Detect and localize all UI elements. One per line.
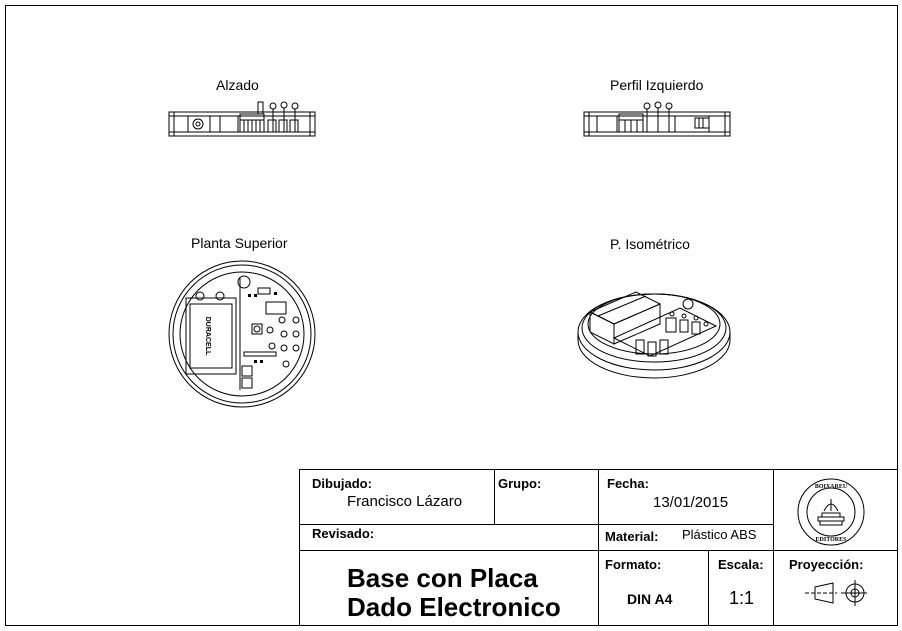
formato-value: DIN A4	[627, 591, 673, 607]
escala-label: Escala:	[718, 557, 764, 572]
fecha-value: 13/01/2015	[653, 494, 729, 511]
logo-text-bottom: EDITORES	[815, 537, 847, 543]
perfil-izquierdo-view	[583, 98, 731, 138]
escala-value: 1:1	[729, 588, 755, 608]
material-label: Material:	[605, 529, 659, 544]
formato-label: Formato:	[605, 557, 662, 572]
drawing-title-line1: Base con Placa	[347, 563, 538, 593]
title-block	[299, 469, 898, 626]
grupo-label: Grupo:	[498, 476, 542, 491]
projection-symbol-icon	[803, 579, 867, 607]
publisher-logo	[796, 477, 866, 547]
drawing-title-line2: Dado Electronico	[347, 592, 561, 622]
dibujado-value: Francisco Lázaro	[347, 493, 463, 510]
battery-label: DURACELL	[204, 316, 211, 356]
proyeccion-label: Proyección:	[789, 557, 864, 572]
isometrico-view	[576, 282, 732, 382]
view-label-planta-superior: Planta Superior	[191, 235, 288, 251]
material-value: Plástico ABS	[682, 527, 757, 542]
dibujado-label: Dibujado:	[312, 476, 372, 491]
view-label-isometrico: P. Isométrico	[610, 236, 690, 252]
revisado-label: Revisado:	[312, 526, 375, 541]
logo-text-top: BOIXAREU	[814, 484, 848, 490]
view-label-alzado: Alzado	[216, 77, 259, 93]
planta-superior-view	[168, 260, 316, 408]
alzado-view	[168, 98, 316, 138]
view-label-perfil-izquierdo: Perfil Izquierdo	[610, 77, 704, 93]
fecha-label: Fecha:	[607, 476, 649, 491]
